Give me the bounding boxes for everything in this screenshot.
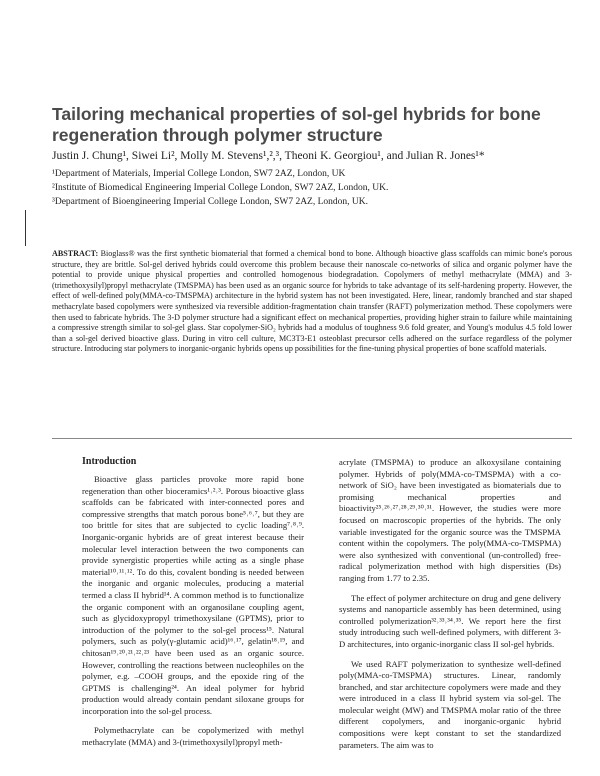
left-column <box>82 474 304 757</box>
affiliation-2: ²Institute of Biomedical Engineering Imperial College London, SW7 2AZ, London, UK. <box>52 183 389 193</box>
abstract-label: ABSTRACT: <box>52 249 99 258</box>
section-heading-introduction: Introduction <box>82 456 137 467</box>
affiliation-3: ³Department of Bioengineering Imperial College London, SW7 2AZ, London, UK. <box>52 197 369 207</box>
margin-bar <box>25 210 26 246</box>
intro-paragraph-4: The effect of polymer architecture on drug and gene delivery systems and nanoparticle assembly has been determined, using controlled polymerization³²˒³³˒³⁴˒³⁵. We report here the first study introducing such well-defined polymers, with different 3-D architectures, into organic-inorganic class II sol-gel hybrids. <box>339 592 561 649</box>
intro-paragraph-5: We used RAFT polymerization to synthesize well-defined poly(MMA-co-TMSPMA) structures. Linear, randomly branched, and star architecture copolymers were made and they were introduced in a class II hybrid system via sol-gel. The molecular weight (MW) and TMSPMA molar ratio of the three different copolymers, and inorganic-organic hybrid compositions were kept constant to set the standardized parameters. The aim was to <box>339 658 561 750</box>
intro-paragraph-1: Bioactive glass particles provoke more rapid bone regeneration than other bioceramics¹˒²˒³. Porous bioactive glass scaffolds can be fabricated with inter-connected pores and compressive strengths that match porous bone⁵˒⁶˒⁷, but they are too brittle for sites that are subjected to cyclic loading⁷˒⁸˒⁹. Inorganic-organic hybrids are of great interest because their molecular level interaction between the two components can provide synergistic properties while acting as a single phase material¹⁰˒¹¹˒¹². To do this, covalent bonding is needed between the inorganic and organic molecules, producing a material termed a class II hybrid¹⁴. A common method is to functionalize the organic component with an organosilane coupling agent, such as glycidoxypropyl trimethoxysilane (GPTMS), prior to introduction of the polymer to the sol-gel process¹⁵. Natural polymers, such as poly(γ-glutamic acid)¹⁶˒¹⁷, gelatin¹⁸˒¹⁹, and chitosan¹⁹˒²⁰˒²¹˒²²˒²³ have been used as an organic source. However, controlling the reactions between nucleophiles on the polymer, e.g. –COOH groups, and the epoxide ring of the GPTMS is challenging²⁴. An ideal polymer for hybrid production would already contain pendant siloxane groups for incorporation into the sol-gel process. <box>82 474 304 716</box>
section-divider <box>52 438 572 439</box>
paper-title: Tailoring mechanical properties of sol-gel hybrids for bone regeneration through polymer structure <box>52 104 541 145</box>
affiliation-1: ¹Department of Materials, Imperial College London, SW7 2AZ, London, UK <box>52 169 346 179</box>
right-column <box>339 457 561 759</box>
intro-paragraph-3: acrylate (TMSPMA) to produce an alkoxysilane containing polymer. Hybrids of poly(MMA-co-TMSPMA) with a co-network of SiO₂ have been investigated as biomaterials due to promising mechanical properties and bioactivity²⁵˒²⁶˒²⁷˒²⁸˒²⁹˒³⁰˒³¹. However, the studies were more focused on macroscopic properties of the hybrids. The only variable investigated for the organic source was the TMSPMA content within the copolymers. The poly(MMA-co-TMSPMA) were also synthesized with conventional (un-controlled) free-radical polymerization method with high dispersities (Đs) ranging from 1.77 to 2.35. <box>339 457 561 583</box>
abstract-text: Bioglass® was the first synthetic biomaterial that formed a chemical bond to bone. Although bioactive glass scaffolds can mimic bone's porous structure, they are brittle. Sol-gel derived hybrids could overcome this problem because their nanoscale co-networks of silica and organic polymer have the potential to provide unique physical properties and controlled homogenous biodegradation. Copolymers of methyl methacrylate (MMA) and 3-(trimethoxysilyl)propyl methacrylate (TMSPMA) has been used as an organic source for hybrids to take advantage of its self-hardening property. However, the effect of well-defined poly(MMA-co-TMSPMA) architecture in the hybrid system has not been investigated. Here, linear, randomly branched and star shaped methacrylate based copolymers were synthesized via reversible addition-fragmentation chain transfer (RAFT) polymerization method. These copolymers were then used to fabricate hybrids. The 3-D polymer structure had a significant effect on mechanical properties, providing higher strain to failure while maintaining a compressive strength similar to sol-gel glass. Star copolymer-SiO₂ hybrids had a modulus of toughness 9.6 fold greater, and Young's modulus 4.5 fold lower than a sol-gel derived bioactive glass. During in vitro cell culture, MC3T3-E1 osteoblast precursor cells adhered on the surface regardless of the polymer structure. Introducing star polymers to inorganic-organic hybrids opens up possibilities for the fine-tuning physical properties of bone scaffold materials. <box>52 249 572 354</box>
author-list: Justin J. Chung¹, Siwei Li², Molly M. Stevens¹,²,³, Theoni K. Georgiou¹, and Julian R. Jones¹* <box>52 150 485 162</box>
abstract <box>52 249 572 355</box>
intro-paragraph-2: Polymethacrylate can be copolymerized with methyl methacrylate (MMA) and 3-(trimethoxysilyl)propyl meth- <box>82 725 304 748</box>
